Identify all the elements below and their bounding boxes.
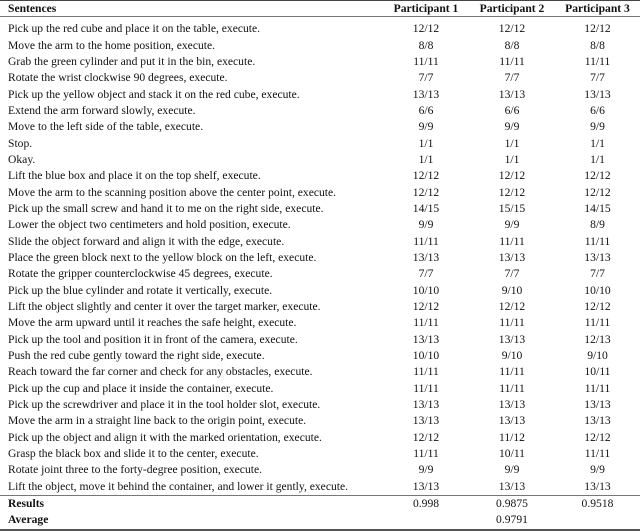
average-row <box>0 512 640 529</box>
table-row <box>0 250 640 266</box>
participant-3-cell: 1/1 <box>590 152 605 166</box>
average-label: Average <box>0 512 383 529</box>
table-row <box>0 86 640 102</box>
table-row <box>0 348 640 364</box>
table-row <box>0 135 640 151</box>
participant-1-cell: 12/12 <box>412 169 440 183</box>
participant-2-cell: 13/13 <box>498 398 526 412</box>
participant-2-cell: 13/13 <box>498 87 526 101</box>
table-row <box>0 266 640 282</box>
participant-3-cell: 11/11 <box>584 381 611 395</box>
table-row <box>0 299 640 315</box>
participant-1-cell: 11/11 <box>413 234 439 248</box>
participant-2-cell: 11/11 <box>499 381 525 395</box>
table-row <box>0 233 640 249</box>
results-participant-3: 0.9518 <box>555 495 640 512</box>
participant-3-cell: 11/11 <box>584 234 611 248</box>
participant-2-cell: 12/12 <box>498 300 526 314</box>
table-row <box>0 462 640 478</box>
participant-3-cell: 9/10 <box>587 349 608 363</box>
participant-3-cell: 9/9 <box>590 463 605 477</box>
sentence-cell: Stop. <box>8 136 33 150</box>
participant-1-cell: 9/9 <box>418 218 434 232</box>
sentence-cell: Lift the object, move it behind the container, and lower it gently, execute. <box>8 479 349 493</box>
participant-1-cell: 10/10 <box>412 349 440 363</box>
participant-2-cell: 1/1 <box>504 152 520 166</box>
participant-2-cell: 9/10 <box>501 283 523 297</box>
table-row <box>0 332 640 348</box>
results-row <box>0 495 640 512</box>
participant-1-cell: 10/10 <box>412 283 440 297</box>
participant-3-cell: 12/12 <box>584 185 611 199</box>
participant-3-cell: 10/10 <box>584 283 611 297</box>
sentence-cell: Slide the object forward and align it with the edge, execute. <box>8 234 285 248</box>
participant-1-cell: 11/11 <box>413 447 439 461</box>
sentence-cell: Extend the arm forward slowly, execute. <box>8 103 196 117</box>
sentence-cell: Grab the green cylinder and put it in the bin, execute. <box>8 54 256 68</box>
results-participant-2: 0.9875 <box>469 495 555 512</box>
participant-3-cell: 13/13 <box>584 479 611 493</box>
average-value: 0.9791 <box>469 512 555 529</box>
table-row <box>0 70 640 86</box>
sentence-cell: Pick up the cup and place it inside the container, execute. <box>8 381 274 395</box>
participant-3-cell: 13/13 <box>584 250 611 264</box>
empty-cell <box>383 512 469 529</box>
participant-1-cell: 14/15 <box>412 201 440 215</box>
table-row <box>0 217 640 233</box>
sentence-cell: Pick up the blue cylinder and rotate it vertically, execute. <box>8 283 273 297</box>
sentence-cell: Pick up the red cube and place it on the table, execute. <box>8 22 261 36</box>
header-row <box>0 1 640 17</box>
sentence-cell: Rotate joint three to the forty-degree position, execute. <box>8 463 263 477</box>
participant-2-cell: 7/7 <box>504 267 520 281</box>
empty-cell <box>555 512 640 529</box>
participant-3-cell: 12/13 <box>584 332 611 346</box>
sentence-cell: Lower the object two centimeters and hold position, execute. <box>8 218 291 232</box>
participant-1-cell: 6/6 <box>418 103 434 117</box>
table-row <box>0 37 640 53</box>
participant-2-cell: 12/12 <box>498 185 526 199</box>
participant-3-cell: 13/13 <box>584 87 611 101</box>
participant-1-cell: 1/1 <box>418 136 434 150</box>
participant-3-cell: 6/6 <box>590 103 605 117</box>
sentence-cell: Pick up the screwdriver and place it in the tool holder slot, execute. <box>8 398 321 412</box>
participant-3-cell: 8/8 <box>590 38 605 52</box>
participant-2-cell: 9/10 <box>501 349 523 363</box>
participant-1-cell: 13/13 <box>412 414 440 428</box>
table-body <box>0 17 640 496</box>
sentence-cell: Grasp the black box and slide it to the center, execute. <box>8 447 259 461</box>
participant-2-cell: 9/9 <box>504 218 520 232</box>
participant-1-cell: 11/11 <box>413 365 439 379</box>
table-row <box>0 381 640 397</box>
header-participant-3: Participant 3 <box>555 1 640 17</box>
sentence-cell: Lift the object slightly and center it over the target marker, execute. <box>8 300 321 314</box>
participant-2-cell: 13/13 <box>498 250 526 264</box>
participant-1-cell: 12/12 <box>412 430 440 444</box>
table-row <box>0 103 640 119</box>
participant-1-cell: 13/13 <box>412 250 440 264</box>
sentence-cell: Lift the blue box and place it on the top shelf, execute. <box>8 169 261 183</box>
table-row <box>0 119 640 135</box>
participant-2-cell: 8/8 <box>504 38 520 52</box>
participant-1-cell: 11/11 <box>413 54 439 68</box>
participant-2-cell: 13/13 <box>498 414 526 428</box>
table-row <box>0 184 640 200</box>
table-row <box>0 413 640 429</box>
sentence-cell: Okay. <box>8 152 36 166</box>
sentence-cell: Pick up the tool and position it in front of the camera, execute. <box>8 332 298 346</box>
participant-2-cell: 11/11 <box>499 365 525 379</box>
participant-3-cell: 11/11 <box>584 316 611 330</box>
sentence-cell: Move the arm to the home position, execute. <box>8 38 216 52</box>
participant-3-cell: 7/7 <box>590 71 605 85</box>
header-participant-2: Participant 2 <box>469 1 555 17</box>
participant-3-cell: 12/12 <box>584 169 611 183</box>
participant-1-cell: 12/12 <box>412 300 440 314</box>
participant-2-cell: 12/12 <box>498 22 526 36</box>
participant-2-cell: 12/12 <box>498 169 526 183</box>
participant-3-cell: 11/11 <box>584 447 611 461</box>
table-row <box>0 201 640 217</box>
table-row <box>0 446 640 462</box>
participant-1-cell: 11/11 <box>413 381 439 395</box>
table-row <box>0 54 640 70</box>
participant-2-cell: 11/11 <box>499 316 525 330</box>
participant-3-cell: 1/1 <box>590 136 605 150</box>
participant-3-cell: 12/12 <box>584 22 611 36</box>
participant-3-cell: 13/13 <box>584 414 611 428</box>
participant-1-cell: 8/8 <box>418 38 434 52</box>
participant-1-cell: 7/7 <box>418 71 434 85</box>
participant-2-cell: 7/7 <box>504 71 520 85</box>
participant-2-cell: 10/11 <box>499 447 525 461</box>
participant-2-cell: 11/11 <box>499 54 525 68</box>
participant-3-cell: 9/9 <box>590 120 605 134</box>
table-row <box>0 283 640 299</box>
sentence-cell: Rotate the wrist clockwise 90 degrees, execute. <box>8 71 228 85</box>
participant-3-cell: 14/15 <box>584 201 611 215</box>
participant-1-cell: 9/9 <box>418 463 434 477</box>
participant-2-cell: 13/13 <box>498 332 526 346</box>
participant-3-cell: 12/12 <box>584 430 611 444</box>
sentence-cell: Push the red cube gently toward the right side, execute. <box>8 349 265 363</box>
participant-2-cell: 1/1 <box>504 136 520 150</box>
sentence-cell: Pick up the yellow object and stack it on the red cube, execute. <box>8 87 300 101</box>
participant-1-cell: 9/9 <box>418 120 434 134</box>
header-sentences: Sentences <box>0 1 383 17</box>
participant-3-cell: 7/7 <box>590 267 605 281</box>
sentence-cell: Reach toward the far corner and check for any obstacles, execute. <box>8 365 313 379</box>
results-participant-1: 0.998 <box>383 495 469 512</box>
sentence-cell: Move the arm upward until it reaches the safe height, execute. <box>8 316 297 330</box>
sentence-cell: Move the arm to the scanning position above the center point, execute. <box>8 185 337 199</box>
table-row <box>0 21 640 37</box>
table-row <box>0 479 640 496</box>
table-row <box>0 364 640 380</box>
participant-3-cell: 13/13 <box>584 398 611 412</box>
table-row <box>0 397 640 413</box>
participant-1-cell: 11/11 <box>413 316 439 330</box>
participant-1-cell: 13/13 <box>412 332 440 346</box>
participant-1-cell: 12/12 <box>412 185 440 199</box>
table-row <box>0 315 640 331</box>
participant-2-cell: 11/12 <box>499 430 525 444</box>
participant-1-cell: 12/12 <box>412 22 440 36</box>
sentence-cell: Move the arm in a straight line back to the origin point, execute. <box>8 414 307 428</box>
participant-1-cell: 13/13 <box>412 479 440 493</box>
participant-1-cell: 13/13 <box>412 87 440 101</box>
participant-2-cell: 15/15 <box>498 201 526 215</box>
sentence-cell: Pick up the small screw and hand it to me on the right side, execute. <box>8 201 324 215</box>
results-label: Results <box>0 495 383 512</box>
participant-2-cell: 6/6 <box>504 103 520 117</box>
participant-2-cell: 11/11 <box>499 234 525 248</box>
sentence-cell: Pick up the object and align it with the marked orientation, execute. <box>8 430 322 444</box>
participant-3-cell: 10/11 <box>584 365 611 379</box>
table-row <box>0 430 640 446</box>
sentence-cell: Rotate the gripper counterclockwise 45 degrees, execute. <box>8 267 273 281</box>
table-row <box>0 168 640 184</box>
sentence-cell: Move to the left side of the table, execute. <box>8 120 204 134</box>
participant-2-cell: 9/9 <box>504 463 520 477</box>
participant-3-cell: 8/9 <box>590 218 605 232</box>
sentence-cell: Place the green block next to the yellow block on the left, execute. <box>8 250 317 264</box>
participant-1-cell: 7/7 <box>418 267 434 281</box>
table-row <box>0 152 640 168</box>
header-participant-1: Participant 1 <box>383 1 469 17</box>
participant-1-cell: 13/13 <box>412 398 440 412</box>
participant-2-cell: 13/13 <box>498 479 526 493</box>
participant-3-cell: 12/12 <box>584 300 611 314</box>
participant-1-cell: 1/1 <box>418 152 434 166</box>
participant-2-cell: 9/9 <box>504 120 520 134</box>
participant-3-cell: 11/11 <box>584 54 611 68</box>
